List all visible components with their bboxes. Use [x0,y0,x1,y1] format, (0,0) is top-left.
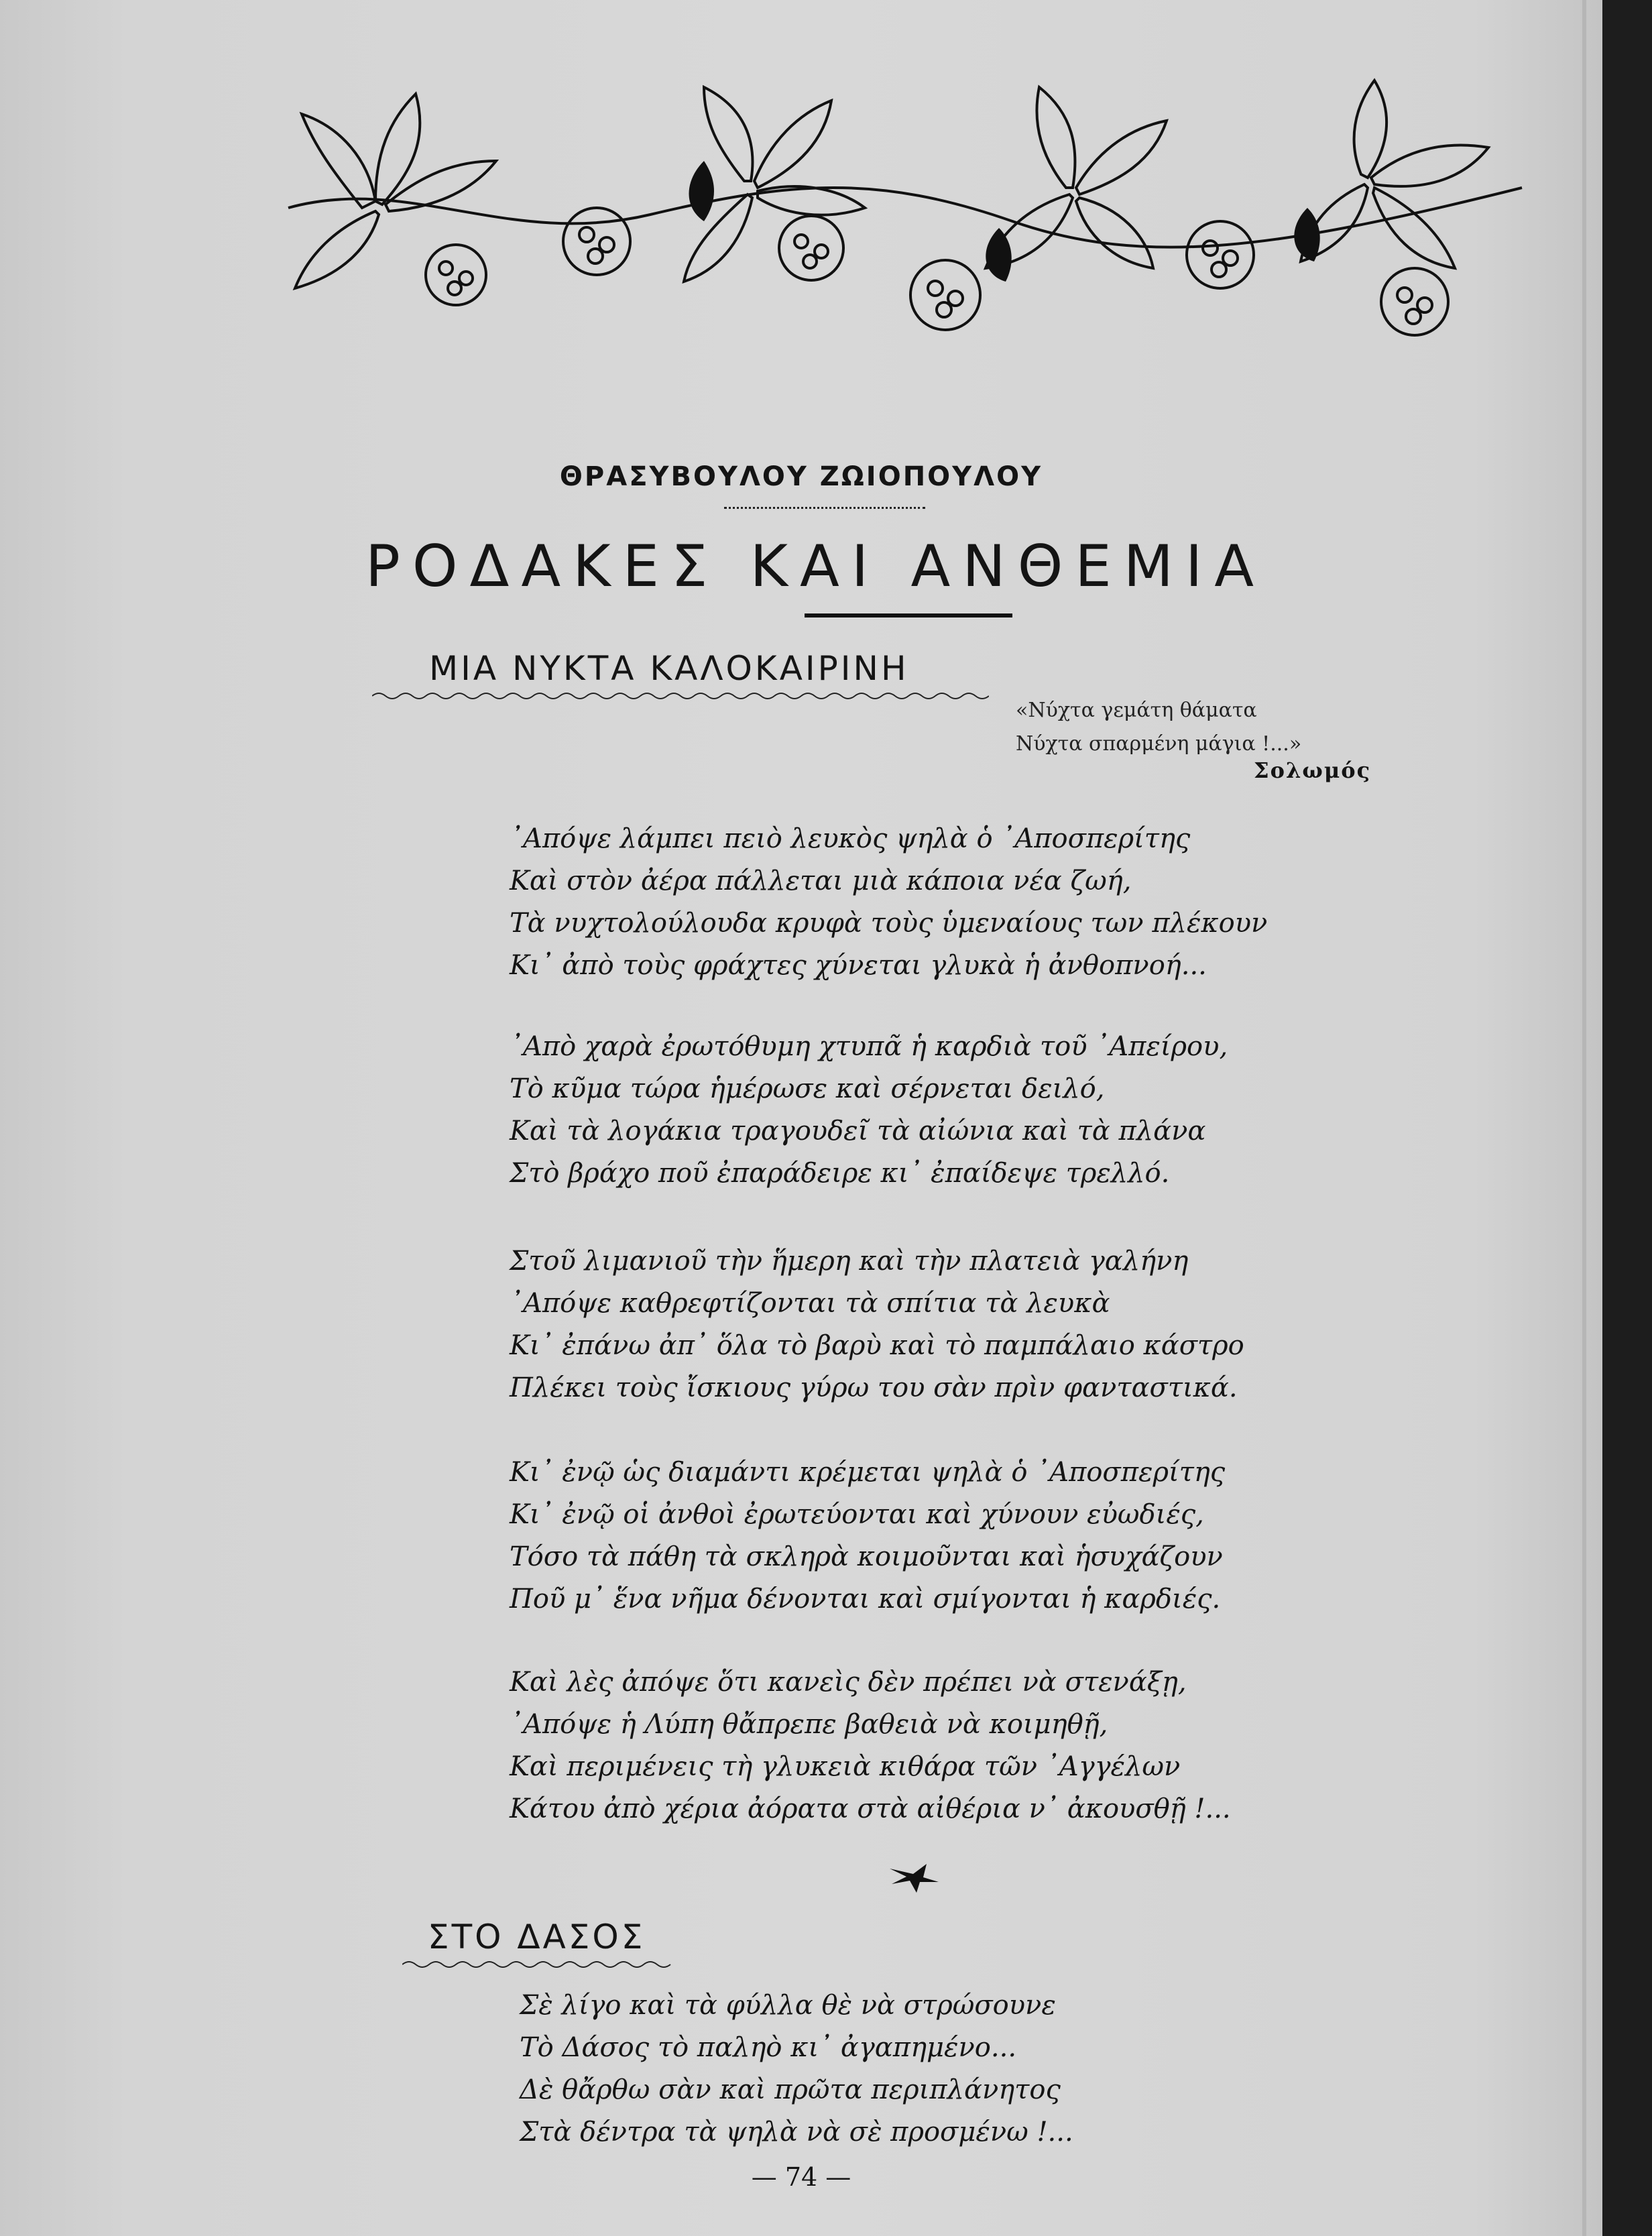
verse-line: Δὲ θἄρθω σὰν καὶ πρῶτα περιπλάνητος [520,2074,1061,2105]
page-title: ΡΟΔΑΚΕΣ ΚΑΙ ΑΝΘΕΜΙΑ [365,533,1266,600]
stanza [510,1452,1225,1621]
verse-line: Καὶ λὲς ἀπόψε ὅτι κανεὶς δὲν πρέπει νὰ στενάξῃ, [510,1667,1187,1698]
stanza [510,1026,1228,1195]
verse-line: ᾽Απὸ χαρὰ ἐρωτόθυμη χτυπᾶ ἡ καρδιὰ τοῦ ᾽Απείρου, [510,1031,1228,1062]
verse-line: Στὰ δέντρα τὰ ψηλὰ νὰ σὲ προσμένω !... [520,2117,1073,2147]
floral-ornament-icon [275,74,1535,362]
verse-line: Κι᾽ ἀπὸ τοὺς φράχτες χύνεται γλυκὰ ἡ ἀνθοπνοή... [510,950,1207,981]
verse-line: Καὶ περιμένεις τὴ γλυκειὰ κιθάρα τῶν ᾽Αγγέλων [510,1751,1181,1782]
epigraph-author: Σολωμός [1254,758,1372,783]
verse-line: Καὶ στὸν ἀέρα πάλλεται μιὰ κάποια νέα ζωή, [510,866,1132,896]
leaf-cluster-icon [986,87,1167,268]
blossom-icon [426,208,1448,335]
verse-line: ᾽Απόψε καθρεφτίζονται τὰ σπίτια τὰ λευκὰ [510,1288,1110,1319]
verse-line: Τὸ κῦμα τώρα ἡμέρωσε καὶ σέρνεται δειλό, [510,1073,1105,1104]
epigraph-line: «Νύχτα γεμάτη θάματα [1016,699,1257,722]
verse-line: ᾽Απόψε λάμπει πειὸ λευκὸς ψηλὰ ὁ ᾽Αποσπερίτης [510,823,1191,854]
epigraph [1016,694,1301,761]
page-number: — 74 — [751,2162,851,2192]
title-divider [805,613,1012,617]
verse-line: Καὶ τὰ λογάκια τραγουδεῖ τὰ αἰώνια καὶ τὰ πλάνα [510,1116,1206,1146]
verse-line: Τὸ Δάσος τὸ παληὸ κι᾽ ἀγαπημένο... [520,2032,1017,2063]
verse-line: Στοῦ λιμανιοῦ τὴν ἥμερη καὶ τὴν πλατειὰ γαλήνη [510,1246,1189,1277]
stanza [510,1240,1244,1409]
verse-line: Στὸ βράχο ποῦ ἐπαράδειρε κι᾽ ἐπαίδεψε τρελλό. [510,1158,1170,1189]
verse-line: Κι᾽ ἐνῷ ὡς διαμάντι κρέμεται ψηλὰ ὁ ᾽Αποσπερίτης [510,1457,1226,1488]
wavy-underline [372,691,989,701]
stanza [510,818,1267,987]
section-heading: ΜΙΑ ΝΥΚΤΑ ΚΑΛΟΚΑΙΡΙΝΗ [429,649,909,688]
scan-border [1602,0,1652,2236]
verse-line: Τόσο τὰ πάθη τὰ σκληρὰ κοιμοῦνται καὶ ἡσυχάζουν [510,1541,1223,1572]
leaf-cluster-icon [295,94,496,288]
author-name: ΘΡΑΣΥΒΟΥΛΟΥ ΖΩΙΟΠΟΥΛΟΥ [559,461,1043,492]
epigraph-line: Νύχτα σπαρμένη μάγια !...» [1016,732,1302,756]
page-edge-shadow [1582,0,1586,2236]
stanza [520,1985,1073,2154]
verse-line: Σὲ λίγο καὶ τὰ φύλλα θὲ νὰ στρώσουνε [520,1990,1056,2021]
stanza [510,1661,1231,1830]
verse-line: Τὰ νυχτολούλουδα κρυφὰ τοὺς ὑμεναίους των πλέκουν [510,908,1268,939]
star-ornament-icon [886,1861,940,1894]
verse-line: Ποῦ μ᾽ ἕνα νῆμα δένονται καὶ σμίγονται ἡ καρδιές. [510,1584,1221,1614]
wavy-underline [402,1959,677,1970]
verse-line: Κι᾽ ἐνῷ οἱ ἀνθοὶ ἐρωτεύονται καὶ χύνουν εὐωδιές, [510,1499,1204,1530]
verse-line: ᾽Απόψε ἡ Λύπη θἄπρεπε βαθειὰ νὰ κοιμηθῇ, [510,1709,1108,1740]
verse-line: Κι᾽ ἐπάνω ἀπ᾽ ὅλα τὸ βαρὺ καὶ τὸ παμπάλαιο κάστρο [510,1330,1244,1361]
section-heading: ΣΤΟ ΔΑΣΟΣ [428,1918,646,1956]
author-divider [724,507,925,509]
leaf-cluster-icon [1301,80,1488,268]
verse-line: Κάτου ἀπὸ χέρια ἀόρατα στὰ αἰθέρια ν᾽ ἀκουσθῇ !... [510,1793,1231,1824]
verse-line: Πλέκει τοὺς ἴσκιους γύρω του σὰν πρὶν φανταστικά. [510,1372,1238,1403]
